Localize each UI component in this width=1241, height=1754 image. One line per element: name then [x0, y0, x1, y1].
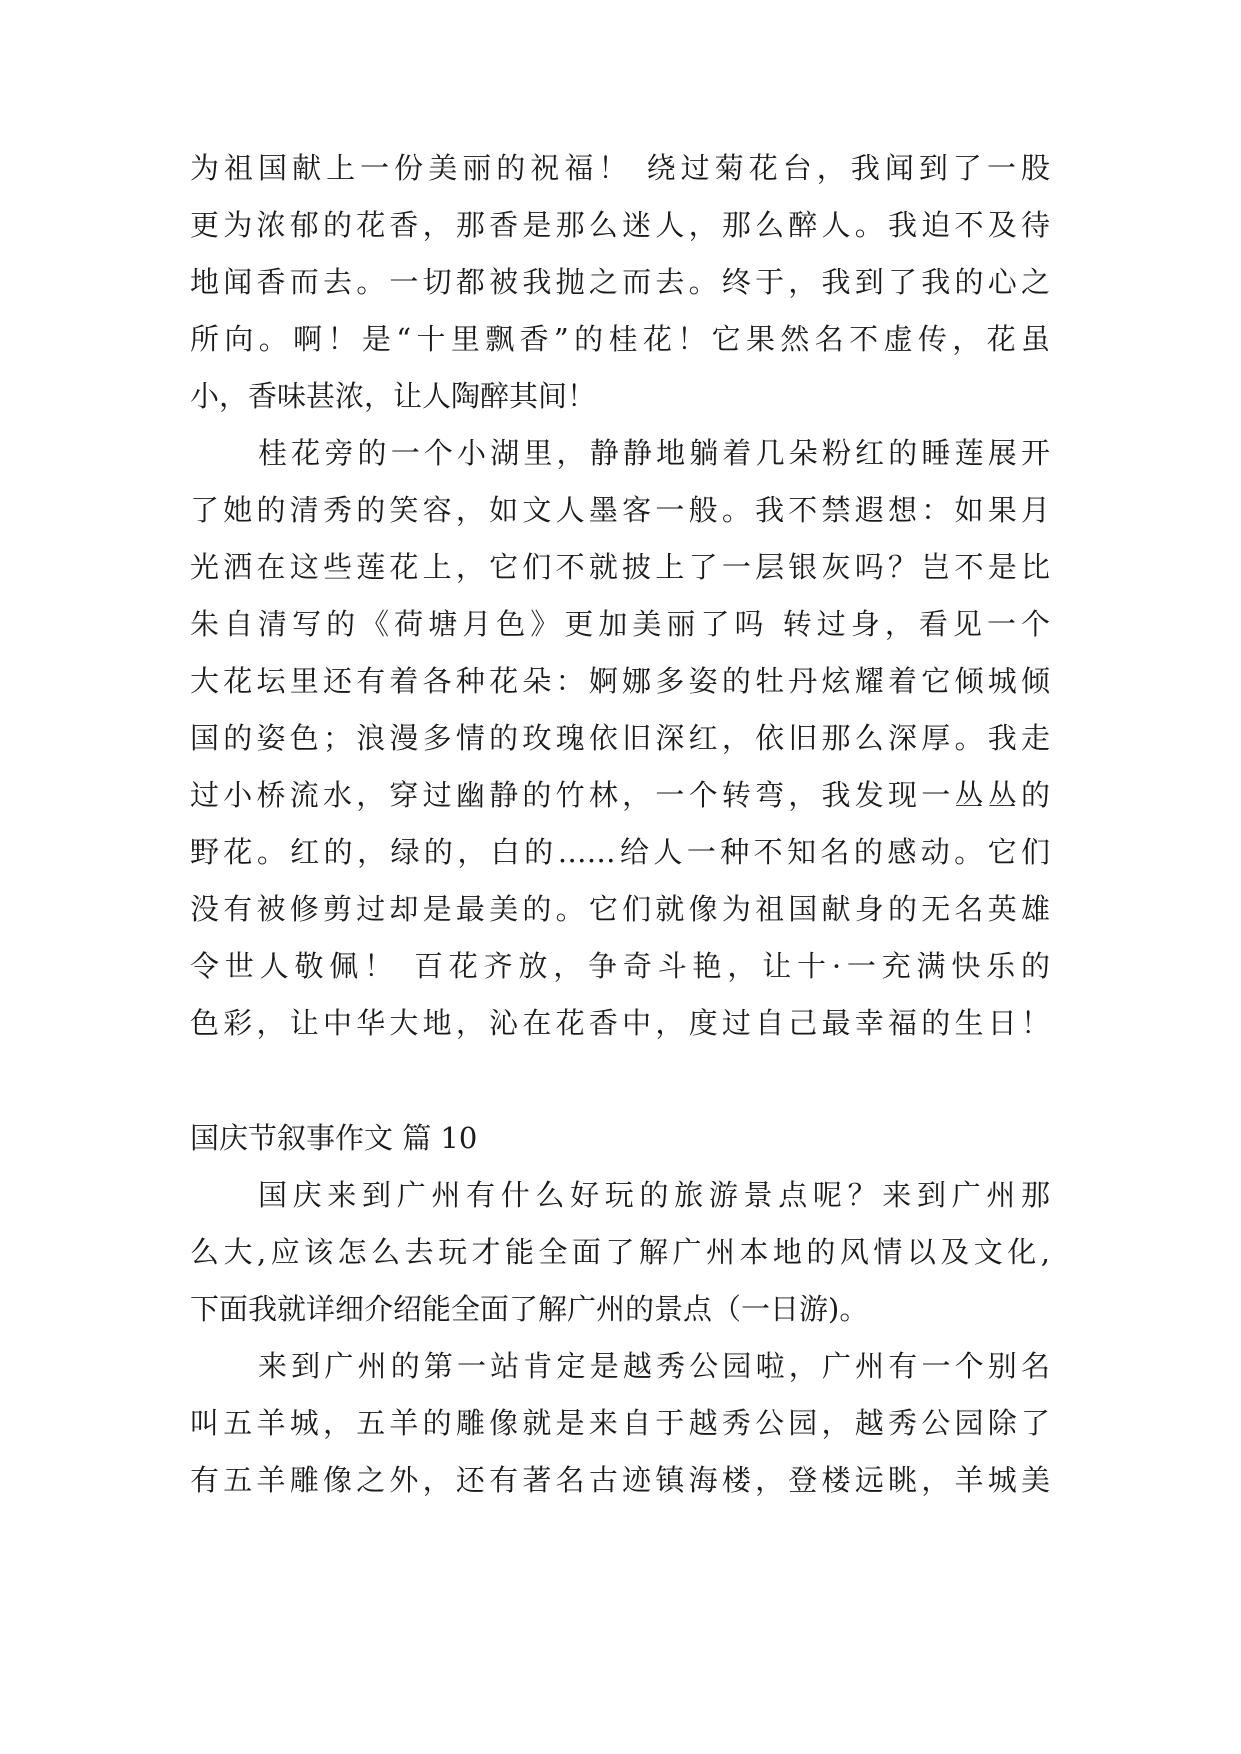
paragraph-2-line-1: 桂花旁的一个小湖里，静静地躺着几朵粉红的睡莲展开 — [258, 436, 1050, 470]
paragraph-3-line-3: 下面我就详细介绍能全面了解广州的景点（一日游)。 — [190, 1292, 869, 1326]
paragraph-4-line-2: 叫五羊城，五羊的雕像就是来自于越秀公园，越秀公园除了 — [190, 1406, 1050, 1440]
paragraph-2-line-5: 大花坛里还有着各种花朵：婀娜多姿的牡丹炫耀着它倾城倾 — [190, 664, 1050, 698]
paragraph-2-line-7: 过小桥流水，穿过幽静的竹林，一个转弯，我发现一丛丛的 — [190, 778, 1050, 812]
paragraph-1-line-5: 小，香味甚浓，让人陶醉其间！ — [190, 379, 597, 413]
paragraph-2-line-3: 光洒在这些莲花上，它们不就披上了一层银灰吗？岂不是比 — [190, 550, 1050, 584]
paragraph-2-line-11: 色彩，让中华大地，沁在花香中，度过自己最幸福的生日！ — [190, 1006, 1050, 1040]
paragraph-2-line-9: 没有被修剪过却是最美的。它们就像为祖国献身的无名英雄 — [190, 892, 1050, 926]
paragraph-4-line-3: 有五羊雕像之外，还有著名古迹镇海楼，登楼远眺，羊城美 — [190, 1463, 1050, 1497]
paragraph-2-line-2: 了她的清秀的笑容，如文人墨客一般。我不禁遐想：如果月 — [190, 493, 1050, 527]
paragraph-2-line-4: 朱自清写的《荷塘月色》更加美丽了吗 转过身，看见一个 — [190, 607, 1050, 641]
paragraph-2-line-10: 令世人敬佩！ 百花齐放，争奇斗艳，让十·一充满快乐的 — [190, 949, 1050, 983]
paragraph-2-line-8: 野花。红的，绿的，白的……给人一种不知名的感动。它们 — [190, 835, 1050, 869]
paragraph-1-line-4: 所向。啊！是“十里飘香”的桂花！它果然名不虚传，花虽 — [190, 322, 1050, 356]
paragraph-1-line-3: 地闻香而去。一切都被我抛之而去。终于，我到了我的心之 — [190, 265, 1050, 299]
paragraph-1-line-2: 更为浓郁的花香，那香是那么迷人，那么醉人。我迫不及待 — [190, 208, 1050, 242]
paragraph-3-line-1: 国庆来到广州有什么好玩的旅游景点呢？来到广州那 — [258, 1178, 1050, 1212]
paragraph-3-line-2: 么大,应该怎么去玩才能全面了解广州本地的风情以及文化, — [190, 1235, 1050, 1269]
paragraph-1-line-1: 为祖国献上一份美丽的祝福！ 绕过菊花台，我闻到了一股 — [190, 151, 1050, 185]
paragraph-4-line-1: 来到广州的第一站肯定是越秀公园啦，广州有一个别名 — [258, 1349, 1050, 1383]
section-heading: 国庆节叙事作文 篇 10 — [190, 1121, 478, 1155]
paragraph-2-line-6: 国的姿色；浪漫多情的玫瑰依旧深红，依旧那么深厚。我走 — [190, 721, 1050, 755]
